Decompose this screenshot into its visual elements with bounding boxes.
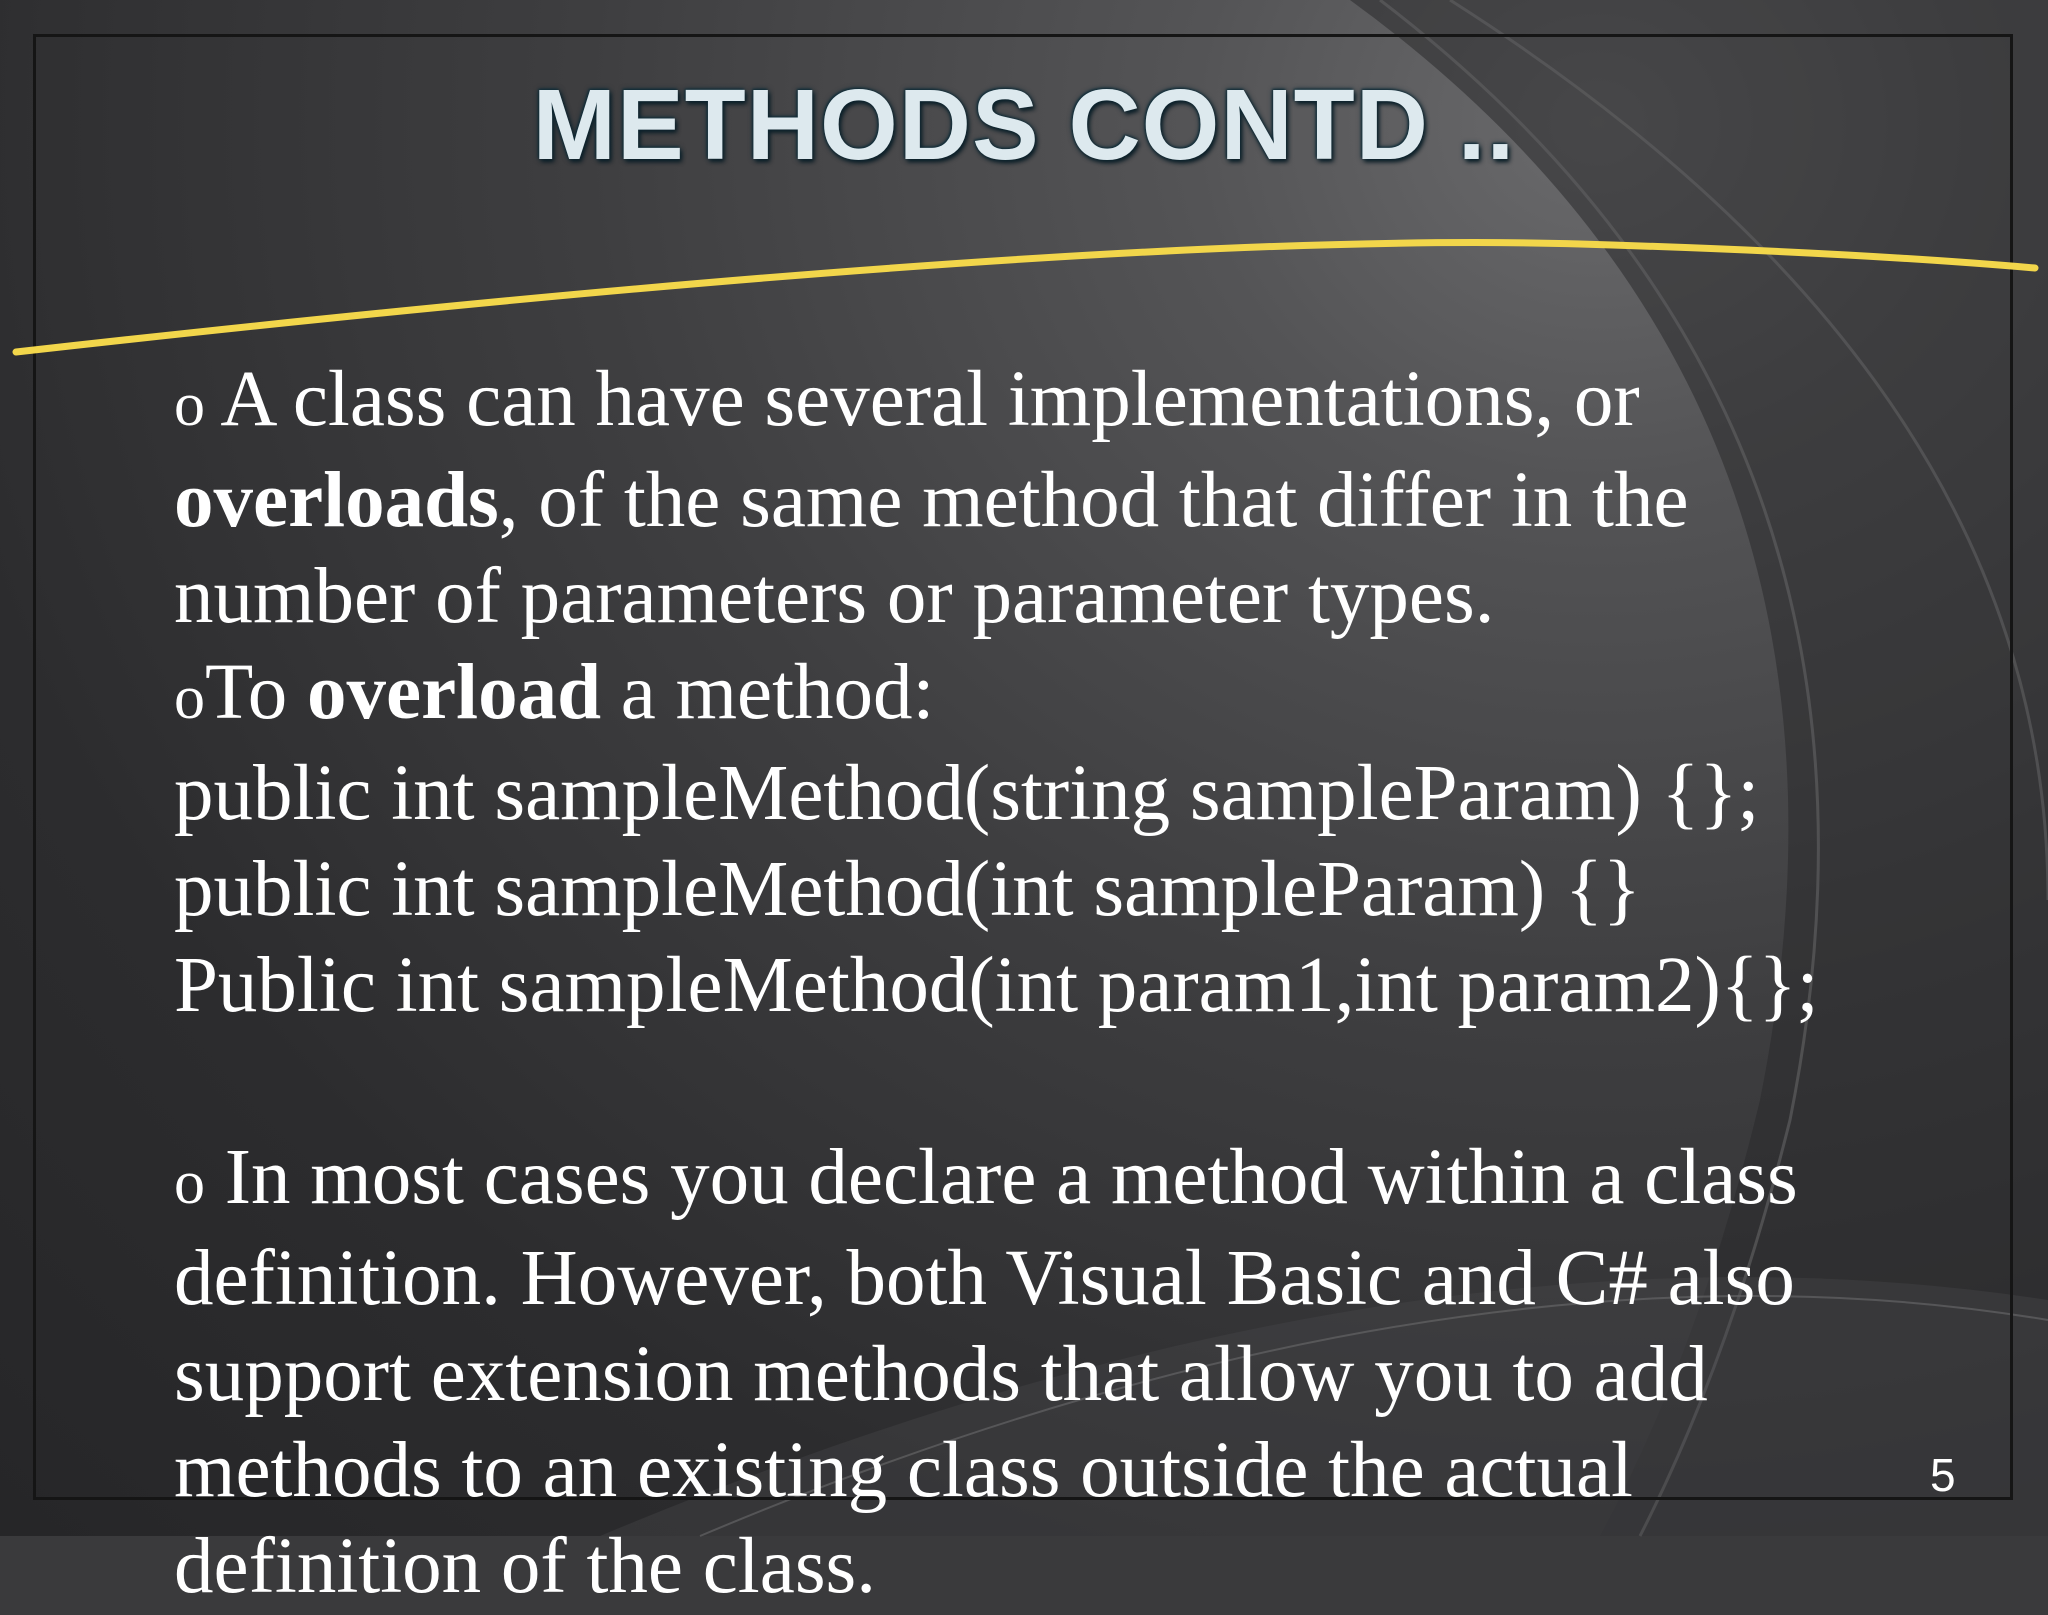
term-overloads: overloads [174, 457, 499, 544]
term-overload: overload [307, 649, 602, 736]
paragraph-1-line-3: number of parameters or parameter types. [174, 553, 1495, 640]
paragraph-2-line [174, 645, 1894, 746]
paragraph-1-text-1: A class can have several implementations, or [220, 356, 1640, 443]
code-line-3: Public int sampleMethod(int param1,int param2){}; [174, 942, 1819, 1029]
code-line-2: public int sampleMethod(int sampleParam) {} [174, 846, 1641, 933]
bullet-icon: o [174, 371, 205, 439]
code-line-1: public int sampleMethod(string sampleParam) {}; [174, 750, 1760, 837]
paragraph-1-text-2: , of the same method that differ in the [498, 457, 1689, 544]
paragraph-2-prefix: To [205, 649, 307, 736]
paragraph-3-text-1: In most cases you declare a method within a class [224, 1134, 1798, 1221]
paragraph-3-line-1 [174, 1130, 1894, 1231]
paragraph-3-line-3: support extension methods that allow you to add [174, 1331, 1708, 1418]
paragraph-3-line-5: definition of the class. [174, 1523, 877, 1610]
paragraph-3-line-4: methods to an existing class outside the actual [174, 1427, 1633, 1514]
paragraph-1-line-2 [174, 453, 1894, 549]
slide-body [174, 352, 1894, 1610]
slide-title: METHODS CONTD .. [532, 69, 1516, 181]
bullet-icon: o [174, 1149, 205, 1217]
paragraph-1-line-1 [174, 352, 1894, 453]
page-number: 5 [1930, 1449, 1956, 1501]
bullet-icon: o [174, 664, 205, 732]
paragraph-2-suffix: a method: [601, 649, 935, 736]
spacer [174, 1034, 1894, 1130]
paragraph-3-line-2: definition. However, both Visual Basic and C# also [174, 1235, 1795, 1322]
